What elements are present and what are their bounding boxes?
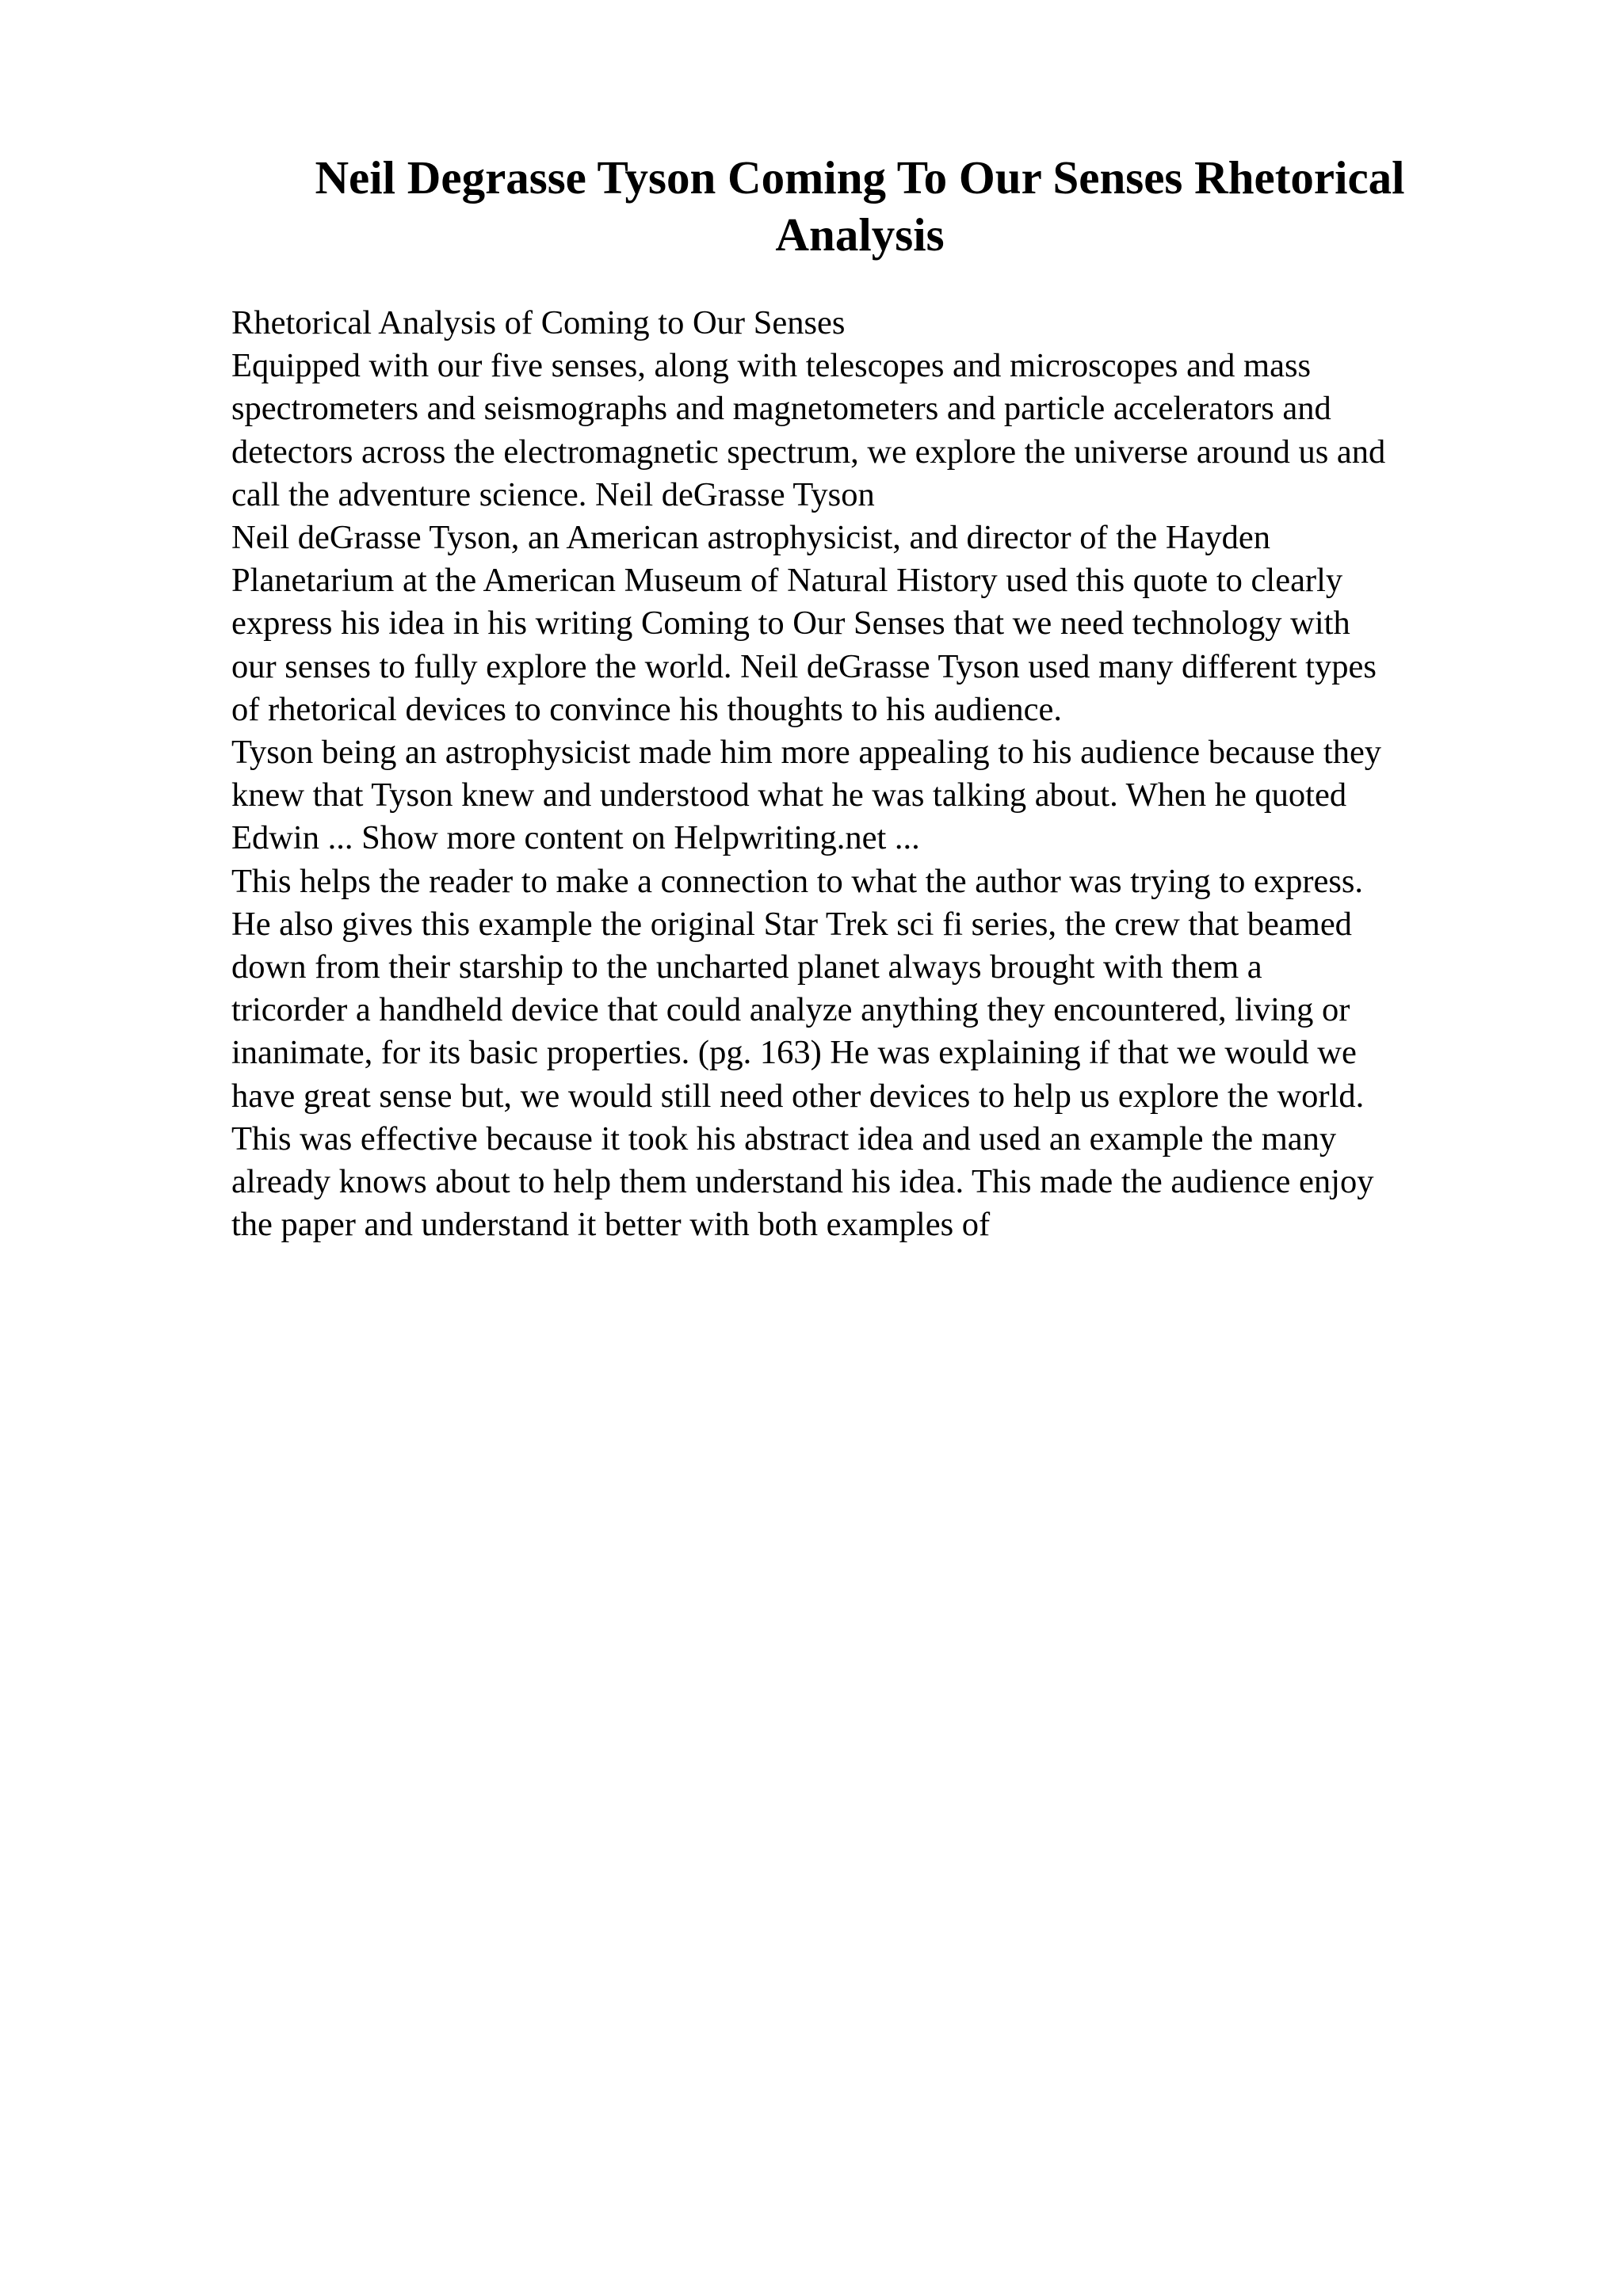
- body-line: Edwin ... Show more content on Helpwriting.net ...: [231, 819, 920, 857]
- body-line: Equipped with our five senses, along with telescopes and microscopes and mass: [231, 347, 1312, 385]
- body-line: have great sense but, we would still need other devices to help us explore the world.: [231, 1077, 1365, 1115]
- body-line: Rhetorical Analysis of Coming to Our Senses: [231, 304, 846, 341]
- body-line: detectors across the electromagnetic spectrum, we explore the universe around us and: [231, 433, 1386, 471]
- title-line: Neil Degrasse Tyson Coming To Our Senses Rhetorical: [315, 151, 1405, 204]
- body-line: This helps the reader to make a connection to what the author was trying to express.: [231, 862, 1364, 900]
- body-line: tricorder a handheld device that could analyze anything they encountered, living or: [231, 991, 1350, 1029]
- body-line: express his idea in his writing Coming to Our Senses that we need technology with: [231, 605, 1350, 643]
- body-line: Planetarium at the American Museum of Natural History used this quote to clearly: [231, 562, 1343, 600]
- document-body: [231, 302, 1515, 1246]
- body-line: down from their starship to the uncharted planet always brought with them a: [231, 948, 1262, 986]
- body-line: inanimate, for its basic properties. (pg. 163) He was explaining if that we would we: [231, 1034, 1357, 1072]
- body-line: He also gives this example the original Star Trek sci fi series, the crew that beamed: [231, 905, 1352, 943]
- body-line: Tyson being an astrophysicist made him more appealing to his audience because they: [231, 734, 1382, 772]
- body-line: call the adventure science. Neil deGrasse Tyson: [231, 475, 875, 513]
- body-line: spectrometers and seismographs and magnetometers and particle accelerators and: [231, 390, 1331, 428]
- body-line: already knows about to help them understand his idea. This made the audience enjoy: [231, 1163, 1374, 1201]
- title-line: Analysis: [775, 208, 945, 261]
- body-line: This was effective because it took his abstract idea and used an example the many: [231, 1119, 1337, 1158]
- body-line: Neil deGrasse Tyson, an American astrophysicist, and director of the Hayden: [231, 519, 1271, 557]
- document-title: [238, 149, 1482, 263]
- body-line: knew that Tyson knew and understood what he was talking about. When he quoted: [231, 776, 1347, 814]
- body-line: of rhetorical devices to convince his thoughts to his audience.: [231, 690, 1063, 728]
- body-line: the paper and understand it better with both examples of: [231, 1206, 991, 1244]
- body-line: our senses to fully explore the world. Neil deGrasse Tyson used many different types: [231, 647, 1377, 685]
